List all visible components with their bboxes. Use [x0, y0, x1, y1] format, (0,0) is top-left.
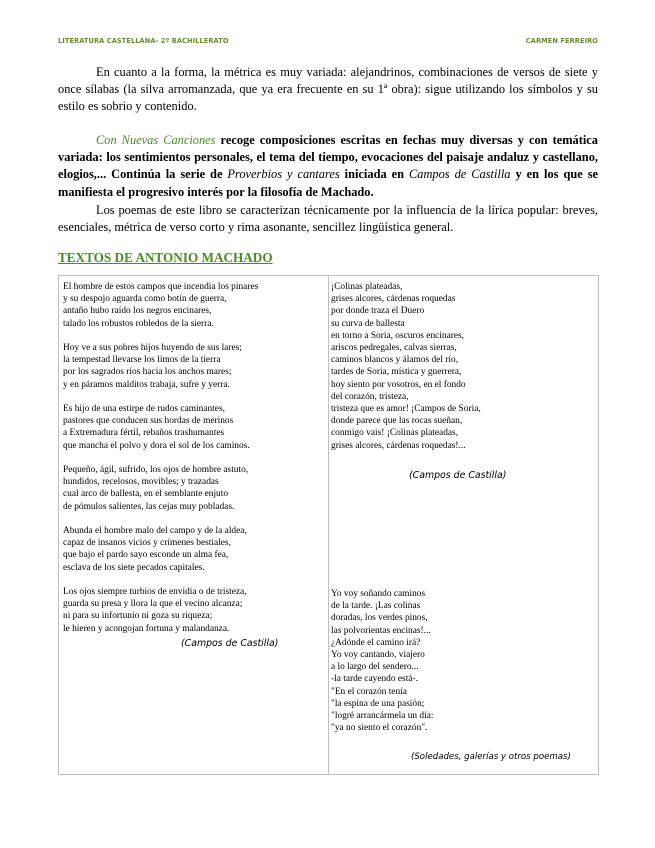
- poem-line: talado los robustos robledos de la sierra.: [63, 318, 214, 329]
- poem-right-top-source: (Campos de Castilla): [409, 470, 507, 481]
- poem-left: [63, 281, 258, 647]
- poem-line: caminos blancos y álamos del río,: [331, 355, 459, 366]
- poem-line: por donde traza el Duero: [331, 306, 425, 317]
- poem-stanza: [63, 342, 258, 391]
- poem-line: antaño hubo raído los negros encinares,: [63, 306, 212, 317]
- poem-line: en torno a Soria, oscuros encinares,: [331, 330, 465, 341]
- poem-line: Yo voy soñando caminos: [331, 589, 426, 599]
- poem-line: ¿Adónde el camino irá?: [331, 637, 421, 648]
- poem-line: a lo largo del sendero...: [331, 662, 419, 673]
- poem-stanza: [63, 403, 258, 452]
- poem-line: que bajo el pardo sayo esconde un alma fea,: [63, 550, 229, 561]
- poem-line: esclava de los siete pecados capitales.: [63, 562, 205, 573]
- poem-line: Hoy ve a sus pobres hijos huyendo de sus lares;: [63, 343, 242, 353]
- poem-line: -la tarde cayendo está-.: [331, 674, 418, 685]
- poem-line: de la tarde. ¡Las colinas: [331, 601, 421, 612]
- poem-right-bottom: [331, 588, 433, 734]
- poem-line: del corazón, tristeza,: [331, 391, 409, 402]
- poem-line: capaz de insanos vicios y crímenes bestiales,: [63, 538, 231, 549]
- poem-line: de pómulos salientes, las cejas muy pobladas.: [63, 501, 235, 512]
- poem-line: "En el corazón tenía: [331, 686, 407, 697]
- paragraph2-part2: iniciada en: [339, 167, 409, 182]
- poem-line: El hombre de estos campos que incendia los pinares: [63, 282, 259, 292]
- poem-line: pastores que conducen sus hordas de merinos: [63, 416, 234, 427]
- poem-line: Pequeño, ágil, sufrido, los ojos de hombre astuto,: [63, 465, 249, 475]
- poem-line: a Extremadura fértil, rebaños trashumantes: [63, 428, 225, 439]
- poem-line: ¡Colinas plateadas,: [331, 282, 403, 292]
- poem-right-top: [331, 281, 481, 452]
- poem-line: "ya no siento el corazón".: [331, 723, 428, 734]
- poem-line: ni para su infortunio ni goza su riqueza;: [63, 611, 213, 622]
- poem-stanza: [63, 464, 258, 513]
- paragraph-forma: En cuanto a la forma, la métrica es muy variada: alejandrinos, combinaciones de versos de siete y once sílabas (la silva arromanzada, que ya era frecuente en su 1ª obra): sigue utilizando los símbolos y su estilo es sobrio y contenido.: [58, 65, 598, 114]
- poem-left-source: (Campos de Castilla): [181, 638, 279, 649]
- poem-line: su curva de ballesta: [331, 318, 405, 329]
- poem-line: Los ojos siempre turbios de envidia o de tristeza,: [63, 587, 247, 597]
- paragraph2-part3: y en los que se manifiesta el progresivo interés por la filosofía de Machado.: [58, 167, 599, 199]
- poem-line: doradas, los verdes pinos,: [331, 613, 428, 624]
- poem-line: "logré arrancármela un día:: [331, 711, 434, 722]
- paragraph-nuevas-canciones: [58, 132, 598, 201]
- column-divider: [328, 276, 329, 774]
- poem-line: grises alcores, cárdenas roquedas!...: [331, 440, 466, 451]
- header-right: CARMEN FERREIRO: [525, 37, 598, 45]
- poem-line: Abunda el hombre malo del campo y de la aldea,: [63, 526, 247, 536]
- poem-line: Yo voy cantando, viajero: [331, 650, 425, 661]
- poem-line: Es hijo de una estirpe de rudos caminantes,: [63, 404, 225, 414]
- poem-line: grises alcores, cárdenas roquedas: [331, 294, 456, 305]
- poem-line: ariscos pedregales, calvas sierras,: [331, 343, 457, 354]
- poem-line: y su despojo aguarda como botín de guerra,: [63, 294, 227, 305]
- poem-line: donde parece que las rocas sueñan,: [331, 416, 463, 427]
- poem-line: cual arco de ballesta, en el semblante enjuto: [63, 489, 229, 500]
- poem-line: tristeza que es amor! ¡Campos de Soria,: [331, 404, 481, 415]
- poem-stanza: [63, 281, 258, 330]
- paragraph2-part1: recoge composiciones escritas en fechas muy diversas y con temática variada: los sentimientos personales, el tema del tiempo, evocaciones del paisaje andaluz y castellano, elogios,... Continúa la serie de: [58, 133, 599, 182]
- book-title-proverbios: Proverbios y cantares: [227, 167, 340, 182]
- book-title-campos: Campos de Castilla: [409, 167, 511, 182]
- header-left: LITERATURA CASTELLANA- 2º BACHILLERATO: [58, 37, 229, 45]
- poem-line: le hieren y acongojan fortuna y malandanza.: [63, 623, 230, 634]
- page-header: [58, 37, 598, 45]
- poem-line: hoy siento por vosotros, en el fondo: [331, 379, 466, 390]
- poem-line: y en páramos malditos trabaja, sufre y yerra.: [63, 379, 230, 390]
- paragraph-caracteristicas: Los poemas de este libro se caracterizan técnicamente por la influencia de la lírica popular: breves, esenciales, métrica de verso corto y rima asonante, sencillez lingüística general.: [58, 203, 598, 235]
- poem-line: las polvorientas encinas!...: [331, 625, 431, 636]
- poem-line: por los sagrados ríos hacia los anchos mares;: [63, 367, 232, 378]
- poem-right-bottom-source: (Soledades, galerías y otros poemas): [411, 752, 571, 762]
- poem-line: hundidos, recelosos, movibles; y trazadas: [63, 477, 219, 488]
- poem-line: guarda su presa y llora la que el vecino alcanza;: [63, 599, 243, 610]
- poem-stanza: [63, 586, 258, 635]
- poem-line: tardes de Soria, mística y guerrera,: [331, 367, 462, 378]
- poems-table: [58, 275, 599, 775]
- poem-line: que mancha el polvo y dora el sol de los caminos.: [63, 440, 250, 451]
- section-title: TEXTOS DE ANTONIO MACHADO: [58, 250, 273, 265]
- poem-stanza: [63, 525, 258, 574]
- poem-line: la tempestad llevarse los limos de la tierra: [63, 355, 221, 366]
- poem-line: "la espina de una pasión;: [331, 698, 425, 709]
- book-title-nuevas-canciones: Con Nuevas Canciones: [96, 133, 216, 147]
- poem-line: conmigo vais! ¡Colinas plateadas,: [331, 428, 459, 439]
